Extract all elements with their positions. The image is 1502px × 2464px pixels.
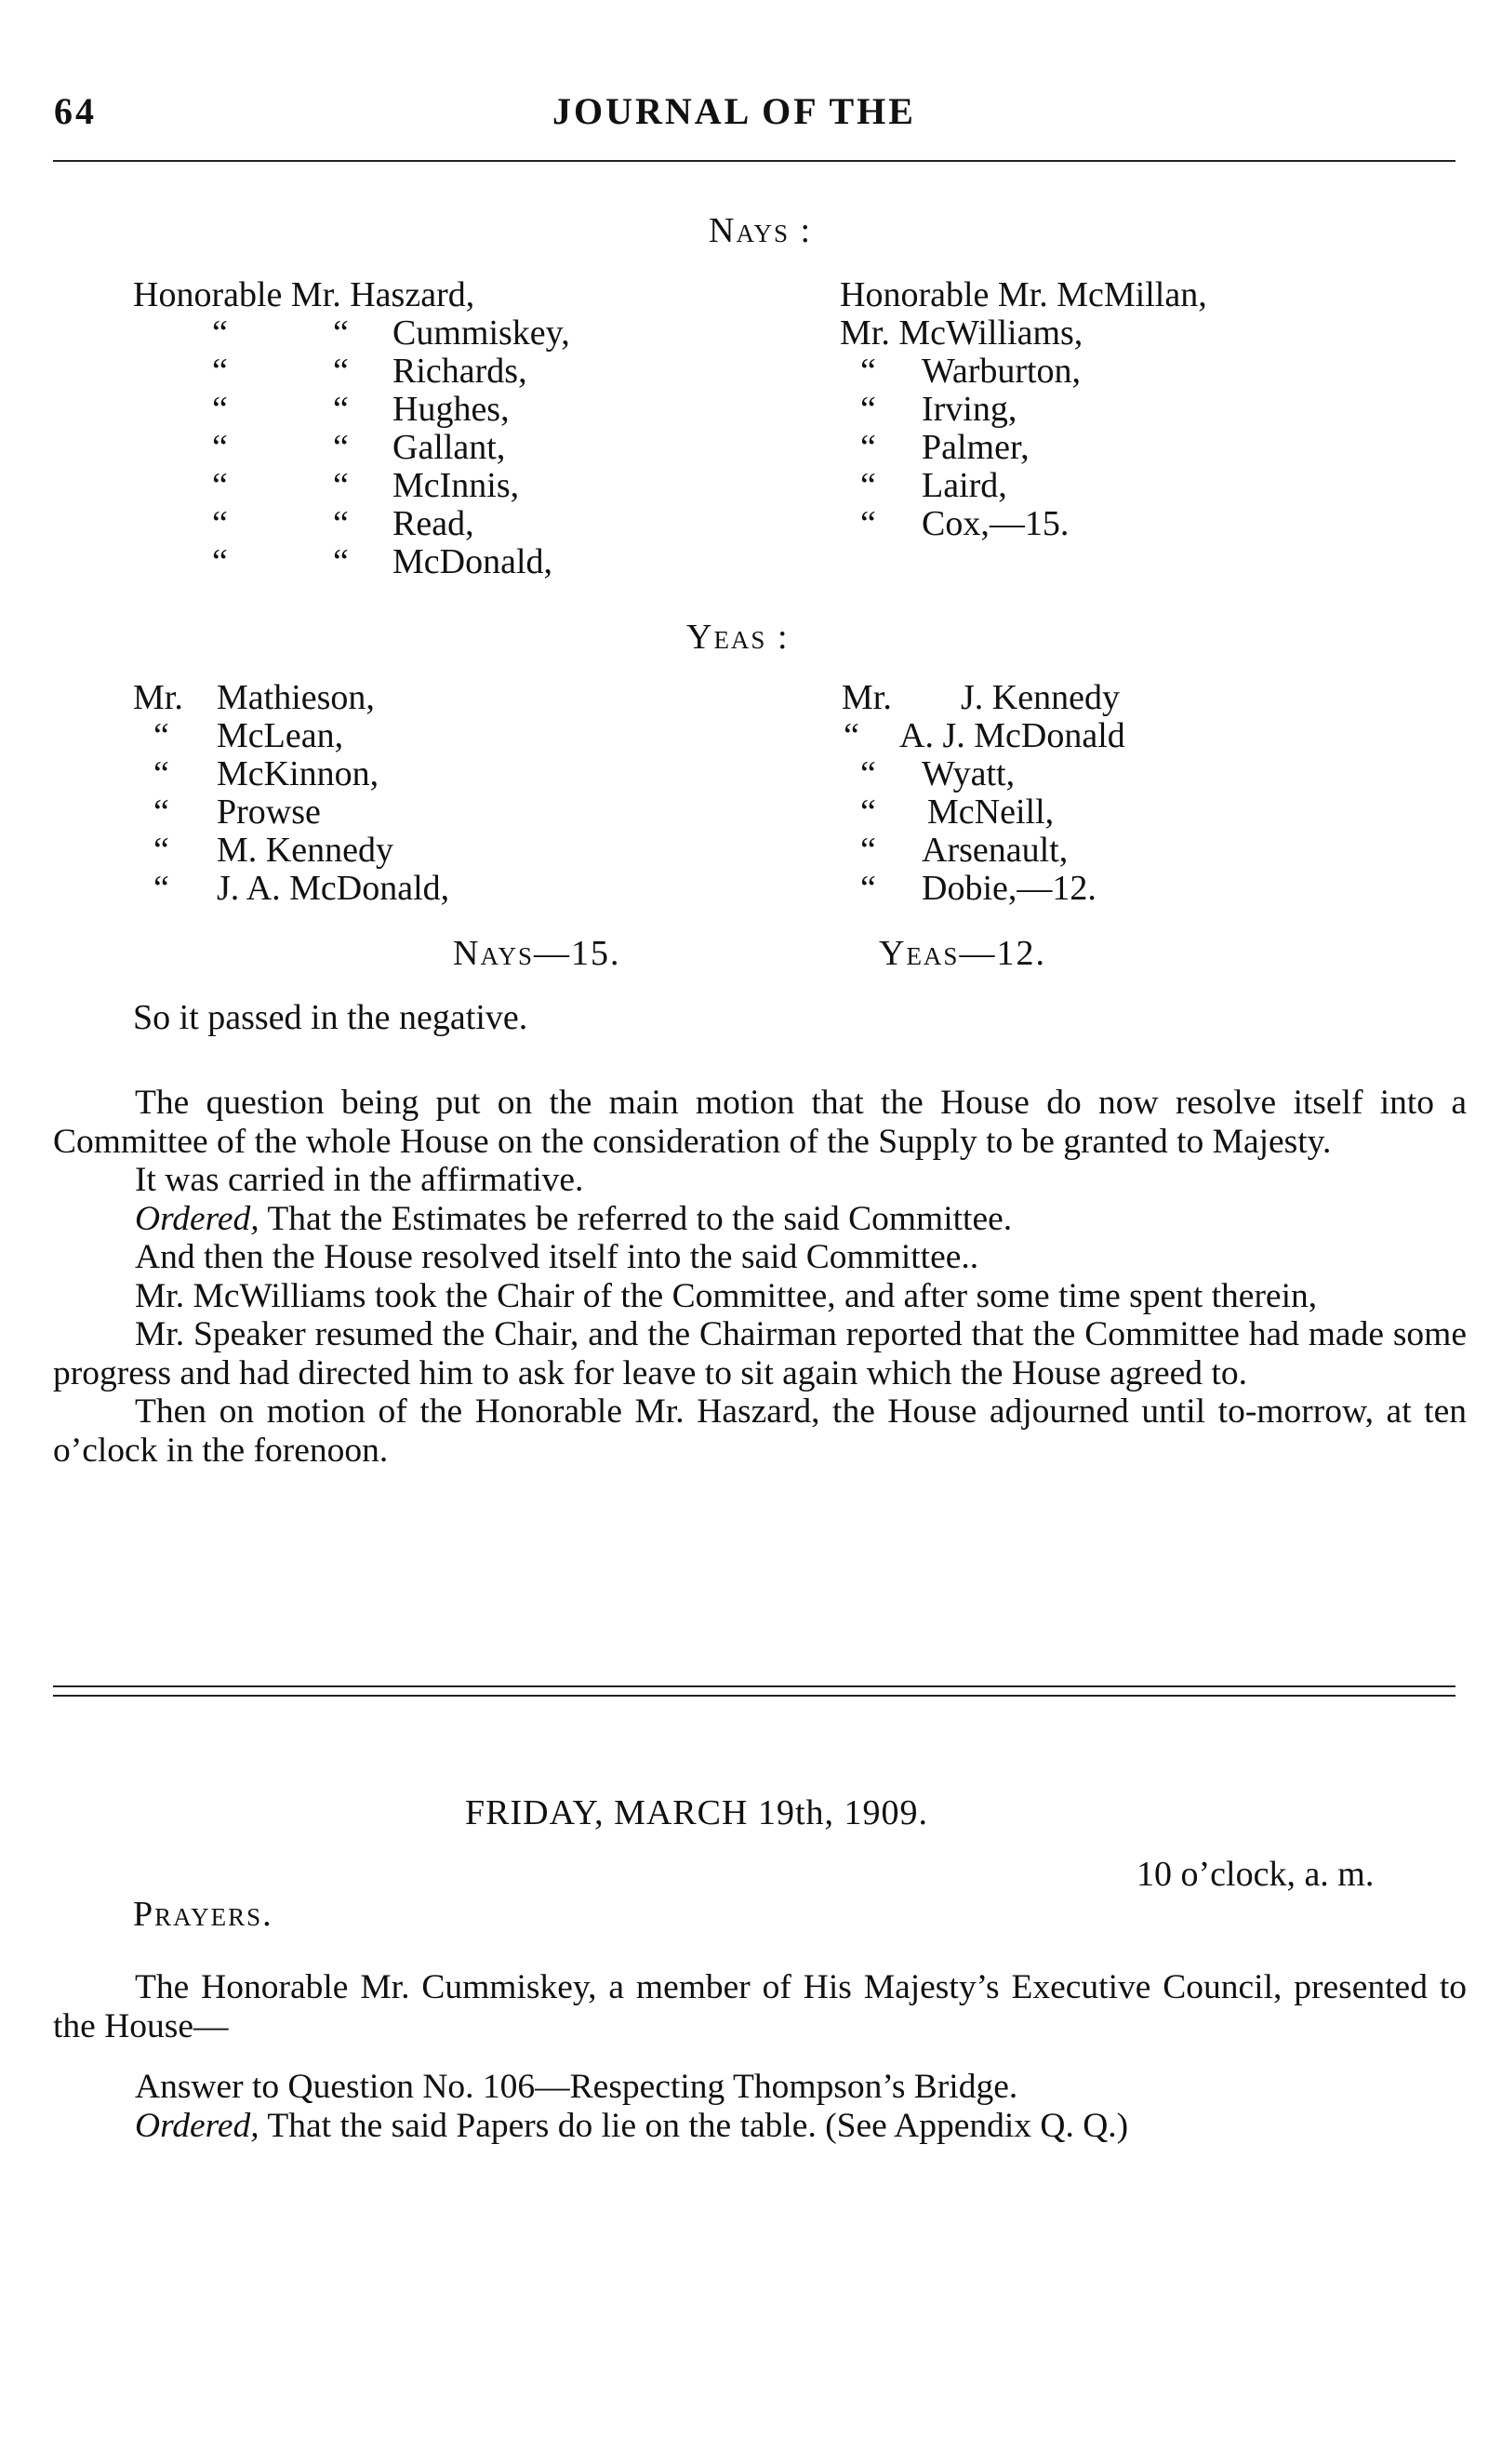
section-divider-top (53, 1685, 1455, 1687)
yeas-total: Yeas—12. (879, 934, 1046, 973)
vote-name: “ “ Cummiskey, (212, 313, 570, 353)
proceedings (53, 1084, 1467, 1470)
vote-name: “ Warburton, (860, 352, 1082, 391)
sitting-time: 10 o’clock, a. m. (1136, 1855, 1375, 1894)
paragraph-chair: Mr. McWilliams took the Chair of the Committee, and after some time spent therein, (135, 1276, 1318, 1315)
vote-name: “ “ Hughes, (212, 390, 510, 429)
running-title: JOURNAL OF THE (552, 90, 916, 132)
vote-name: Mr. Mathieson, (133, 678, 375, 717)
vote-name: “ Palmer, (860, 428, 1030, 467)
vote-name: “ “ Richards, (212, 352, 527, 391)
division-result: So it passed in the negative. (133, 998, 528, 1037)
vote-name: “ Wyatt, (860, 754, 1016, 793)
paragraph-presented: The Honorable Mr. Cummiskey, a member of His Majesty’s Executive Council, presented to the House— (53, 1968, 1467, 2045)
paragraph-main-motion: The question being put on the main motion that the House do now resolve itself into a Committee of the whole House on the consideration of the Supply to be granted to Majesty. (53, 1084, 1467, 1161)
nays-total: Nays—15. (453, 934, 621, 973)
vote-name: “ A. J. McDonald (844, 716, 1125, 755)
vote-name: “ McLean, (153, 716, 344, 755)
header-rule (53, 160, 1455, 162)
section-divider-bottom (53, 1695, 1455, 1697)
paragraph-answer: Answer to Question No. 106—Respecting Thompson’s Bridge. (135, 2068, 1018, 2106)
vote-name: “ “ Read, (212, 504, 474, 543)
vote-name: Honorable Mr. Haszard, (133, 275, 475, 314)
page-number: 64 (54, 90, 97, 132)
vote-name: “ Laird, (860, 466, 1007, 505)
vote-name: Honorable Mr. McMillan, (840, 275, 1207, 314)
vote-name: “ Prowse (153, 792, 321, 832)
sitting-date: FRIDAY, MARCH 19th, 1909. (465, 1793, 928, 1832)
vote-name: “ “ McDonald, (212, 542, 553, 581)
nays-heading: Nays : (709, 211, 813, 250)
yeas-heading: Yeas : (686, 618, 790, 657)
vote-name: “ McKinnon, (153, 754, 379, 793)
paragraph-resolved: And then the House resolved itself into the said Committee.. (135, 1238, 979, 1276)
paragraph-ordered: Ordered, That the Estimates be referred to the said Committee. (135, 1199, 1013, 1238)
vote-name: “ Irving, (860, 390, 1017, 429)
vote-name: “ Cox,—15. (860, 504, 1070, 543)
vote-name: “ Dobie,—12. (860, 869, 1097, 908)
paragraph-adjourned: Then on motion of the Honorable Mr. Haszard, the House adjourned until to-morrow, at ten o’clock in the forenoon. (53, 1392, 1467, 1470)
vote-name: “ J. A. McDonald, (153, 869, 450, 908)
vote-name: “ “ McInnis, (212, 466, 520, 505)
prayers-heading: Prayers. (133, 1895, 273, 1934)
sitting-proceedings (53, 1968, 1467, 2145)
paragraph-speaker: Mr. Speaker resumed the Chair, and the Chairman reported that the Committee had made some progress and had directed him to ask for leave to sit again which the House agreed to. (53, 1315, 1467, 1392)
vote-name: Mr. J. Kennedy (842, 678, 1120, 717)
vote-name: “ McNeill, (860, 792, 1055, 832)
vote-name: “ Arsenault, (860, 831, 1069, 870)
paragraph-ordered-papers: Ordered, That the said Papers do lie on the table. (See Appendix Q. Q.) (135, 2106, 1129, 2145)
vote-name: Mr. McWilliams, (840, 313, 1083, 353)
paragraph-carried: It was carried in the affirmative. (135, 1161, 584, 1199)
vote-name: “ M. Kennedy (153, 831, 393, 870)
vote-name: “ “ Gallant, (212, 428, 506, 467)
